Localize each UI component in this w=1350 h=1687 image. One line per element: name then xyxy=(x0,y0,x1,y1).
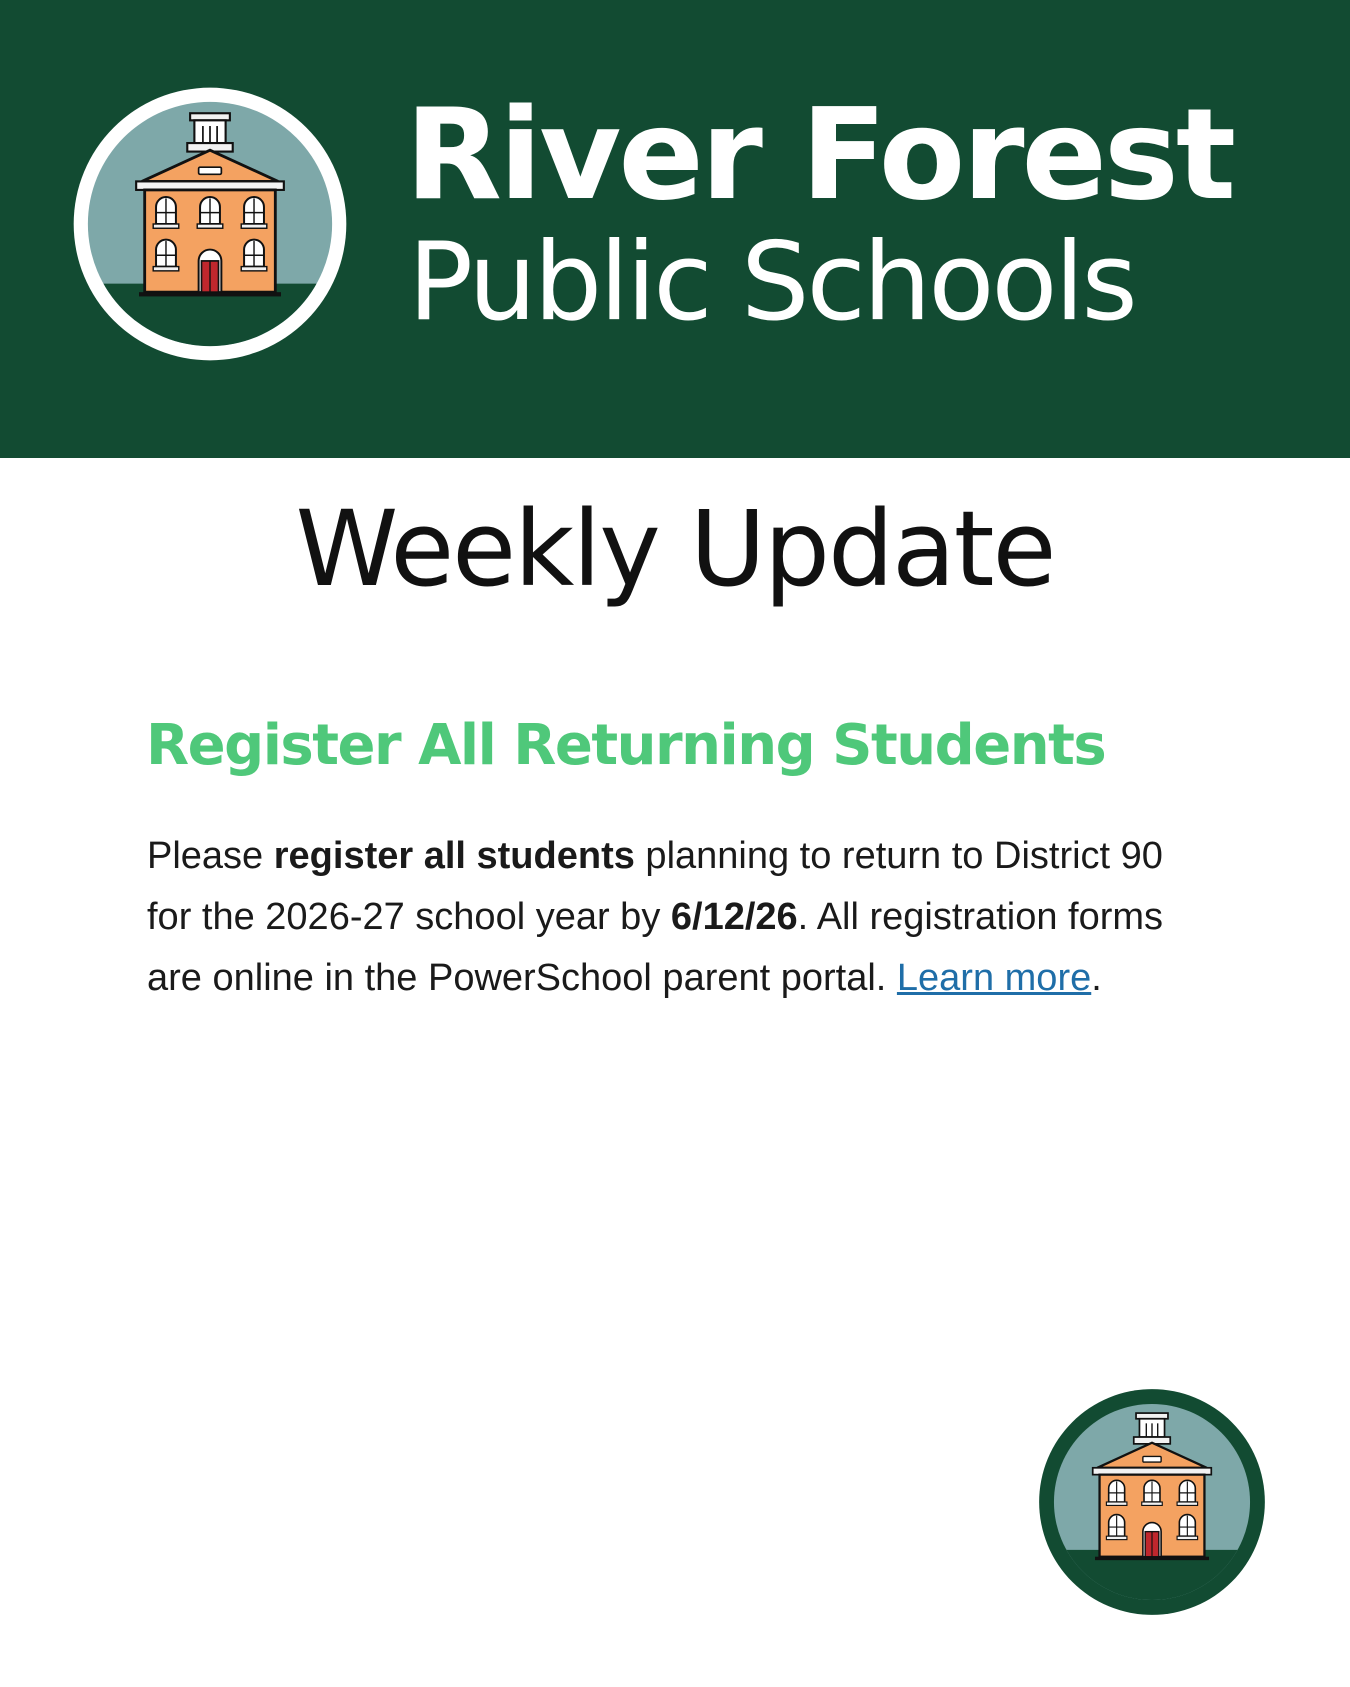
body-text: Please xyxy=(147,835,274,877)
brand-name-line2: Public Schools xyxy=(408,220,1135,345)
deadline-date: 6/12/26 xyxy=(670,896,798,938)
body-text: planning to return to District 90 for the 2026-27 school year by xyxy=(147,835,1163,938)
schoolhouse-icon xyxy=(1038,1388,1266,1616)
learn-more-link[interactable]: Learn more xyxy=(896,957,1092,999)
header-banner xyxy=(0,0,1350,458)
schoolhouse-icon xyxy=(68,82,352,366)
section-body xyxy=(147,826,1207,1009)
brand-name-line1: River Forest xyxy=(405,81,1234,228)
body-bold-text: register all students xyxy=(273,835,635,877)
page-title: Weekly Update xyxy=(295,488,1055,610)
body-text: . xyxy=(1091,957,1102,999)
section-heading: Register All Returning Students xyxy=(146,713,1106,778)
body-text: . All registration forms are online in the PowerSchool parent portal. xyxy=(147,896,1164,999)
